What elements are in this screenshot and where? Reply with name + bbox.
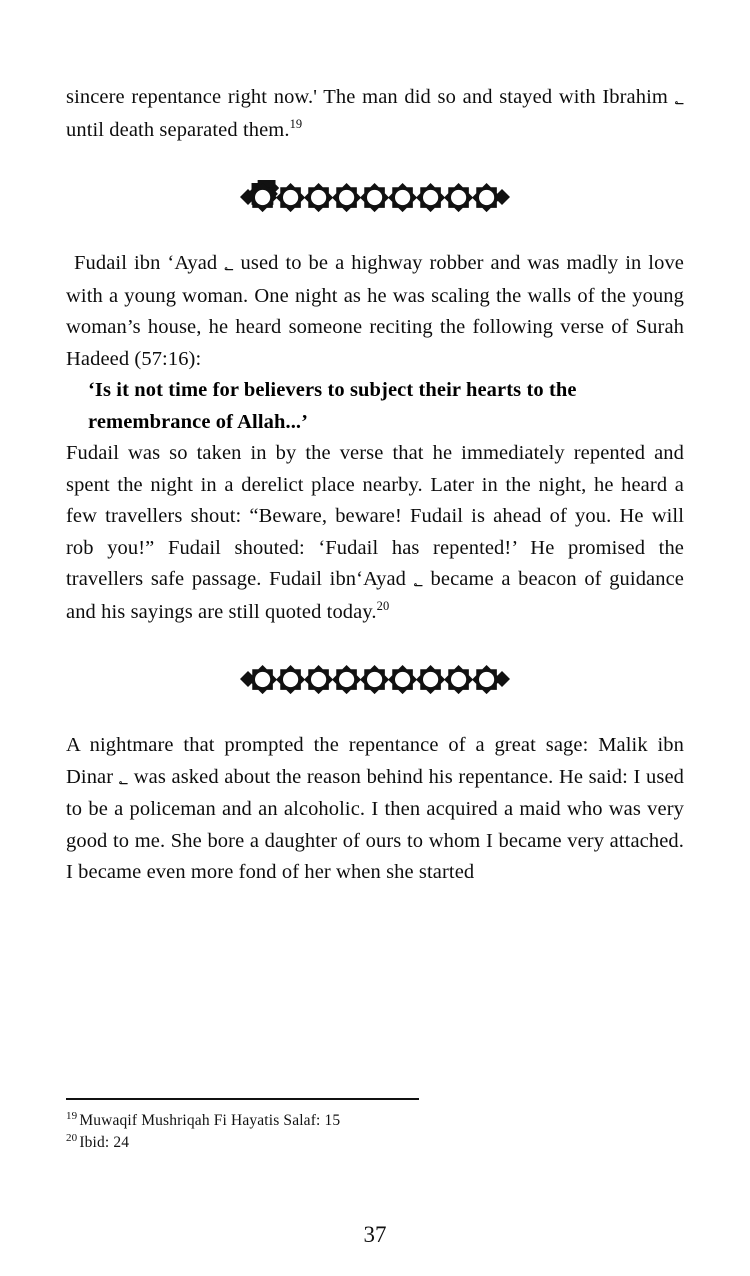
star-band-icon (240, 180, 510, 214)
paragraph-fudail-repentance (66, 438, 684, 628)
honorific-icon: ؂ (118, 768, 129, 786)
spacer (66, 146, 684, 180)
footnotes-section (66, 1098, 684, 1154)
paragraph-continuation (66, 82, 684, 146)
footnote-item (66, 1132, 684, 1154)
paragraph-2-segment-1: Fudail ibn ‘Ayad (74, 252, 225, 274)
page-number: 37 (363, 1222, 387, 1247)
ornamental-divider-1 (66, 180, 684, 214)
spacer (66, 696, 684, 730)
footnote-ref-20[interactable]: 20 (376, 598, 390, 613)
paragraph-1-text-before: sincere repentance right now.' The man did so and stayed with Ibrahim (66, 86, 675, 108)
footnote-text: Muwaqif Mushriqah Fi Hayatis Salaf: 15 (79, 1112, 341, 1129)
paragraph-malik-ibn-dinar (66, 730, 684, 889)
spacer (66, 628, 684, 662)
honorific-icon: ؂ (224, 255, 234, 272)
footnote-ref-19[interactable]: 19 (289, 116, 303, 131)
paragraph-4-segment-1: A nightmare that prompted the repentance of a great sage: Malik ibn Dinar (66, 734, 684, 788)
star-repeat-group (248, 183, 510, 212)
quran-verse-quote: ‘Is it not time for believers to subject their hearts to the remembrance of Allah...’ (88, 379, 577, 433)
paragraph-2-segment-2: used to be a highway robber and was madly in love with a young woman. One night as he was scaling the walls of the young woman’s house, he heard someone reciting the following verse of Surah Hadeed (57:16): (66, 252, 685, 370)
page-body (66, 82, 684, 889)
footnote-item (66, 1110, 684, 1132)
paragraph-4-segment-2: was asked about the reason behind his repentance. He said: I used to be a policeman and an alcoholic. I then acquired a maid who was very good to me. She bore a daughter of ours to whom I became very attached. I became even more fond of her when she started (66, 765, 684, 883)
paragraph-3-segment-2: became a beacon of guidance and his sayings are still quoted today. (66, 568, 684, 623)
ornamental-divider-2 (66, 662, 684, 696)
paragraph-1-text-after: until death separated them. (66, 118, 290, 141)
footnote-text: Ibid: 24 (79, 1134, 130, 1151)
footnote-marker: 20 (66, 1131, 78, 1144)
footnote-marker: 19 (66, 1109, 78, 1122)
honorific-icon: ؂ (413, 571, 423, 588)
spacer (66, 214, 684, 248)
paragraph-3-segment-1: Fudail was so taken in by the verse that he immediately repented and spent the night in a derelict place nearby. Later in the night, he heard a few travellers shout: “Beware, beware! Fudail is ahead of you. He will rob you!” Fudail shouted: ‘Fudail has repented!’ He promised the travellers safe passage. Fudail ibn‘Ayad (66, 442, 684, 590)
star-band-icon (240, 662, 510, 696)
footnote-separator-rule (66, 1098, 419, 1100)
honorific-icon: ؂ (674, 89, 684, 106)
paragraph-fudail-intro (66, 248, 684, 375)
